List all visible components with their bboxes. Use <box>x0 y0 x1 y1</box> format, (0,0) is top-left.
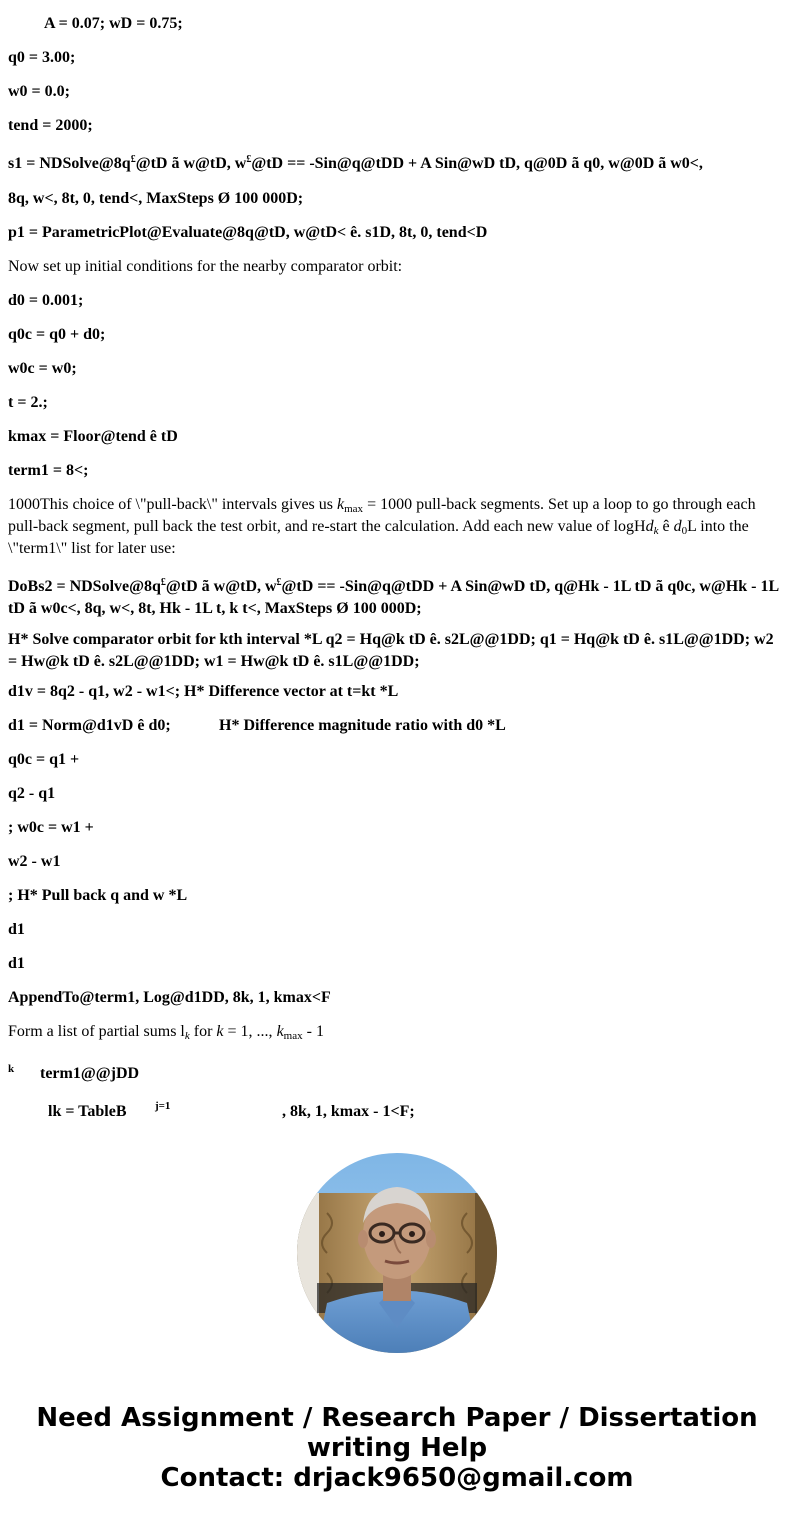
s1-part-b: @tD ã w@tD, w <box>135 155 247 172</box>
ps-text-b: for <box>189 1023 217 1040</box>
line-pullback-comment: ; H* Pull back q and w *L <box>8 887 188 904</box>
partial-sums-intro <box>8 1021 324 1043</box>
footer-line-1: Need Assignment / Research Paper / Dissertation <box>36 1403 758 1433</box>
do-part-b: @tD ã w@tD, w <box>165 578 277 595</box>
formula-lk-table: lk = TableB <box>48 1103 127 1120</box>
author-portrait-icon <box>297 1153 497 1353</box>
s1-sup-1: £ <box>130 154 136 165</box>
do-sup-1: £ <box>160 577 166 588</box>
line-d1-norm: d1 = Norm@d1vD ê d0; <box>8 717 171 734</box>
do-part-c: @tD == -Sin@q@tDD + A Sin@wD tD, q@Hk - 1L tD ã q0c, w@Hk - 1L tD ã w0c<, 8q, w<, 8t, Hk - 1L t, k t<, MaxSteps Ø 100 000D; <box>8 578 779 617</box>
pb-text-a: 1000This choice of \"pull-back\" intervals gives us <box>8 496 337 513</box>
line-q0c: q0c = q0 + d0; <box>8 326 106 343</box>
ps-kmax-k: k <box>276 1023 284 1040</box>
line-kmax: kmax = Floor@tend ê tD <box>8 428 178 445</box>
line-d0: d0 = 0.001; <box>8 292 84 309</box>
line-p1-plot: p1 = ParametricPlot@Evaluate@8q@tD, w@tD< ê. s1D, 8t, 0, tend<D <box>8 224 488 241</box>
line-tend: tend = 2000; <box>8 117 93 134</box>
line-d1v: d1v = 8q2 - q1, w2 - w1<; H* Difference vector at t=kt *L <box>8 683 399 700</box>
pb-k-sub: k <box>653 525 659 537</box>
s1-part-a: s1 = NDSolve@8q <box>8 155 131 172</box>
line-s1-ndsolve <box>8 153 703 175</box>
line-appendto: AppendTo@term1, Log@d1DD, 8k, 1, kmax<F <box>8 989 331 1006</box>
line-w2-w1: w2 - w1 <box>8 853 61 870</box>
do-loop-ndsolve <box>8 576 786 620</box>
ps-text-d: - 1 <box>302 1023 324 1040</box>
formula-k-superscript: k <box>8 1063 15 1075</box>
pb-max: max <box>344 503 364 515</box>
footer-line-2: writing Help <box>306 1433 488 1463</box>
pb-text-b: = 1000 pull-back segments. Set up a loop to go through each pull-back segment, pull back the test orbit, and re-start the calculation. Add each new value of logH <box>8 496 756 535</box>
footer-contact <box>0 1403 794 1493</box>
line-w0: w0 = 0.0; <box>8 83 70 100</box>
line-q2-q1: q2 - q1 <box>8 785 56 802</box>
pb-k: k <box>337 496 345 513</box>
line-s1-args: 8q, w<, 8t, 0, tend<, MaxSteps Ø 100 000D; <box>8 190 304 207</box>
ps-max: max <box>283 1030 303 1042</box>
pullback-explanation <box>8 494 786 560</box>
do-sup-2: £ <box>276 577 282 588</box>
formula-table-range: , 8k, 1, kmax - 1<F; <box>282 1103 415 1120</box>
ps-k-sub: k <box>184 1030 190 1042</box>
line-w0c-update: ; w0c = w1 + <box>8 819 94 836</box>
line-term1: term1 = 8<; <box>8 462 89 479</box>
pb-d0: d <box>673 518 682 535</box>
line-w0c: w0c = w0; <box>8 360 77 377</box>
line-d1-denominator-1: d1 <box>8 921 25 938</box>
ps-text-c: = 1, ..., <box>223 1023 277 1040</box>
formula-term: term1@@jDD <box>40 1065 140 1082</box>
do-part-a: DoBs2 = NDSolve@8q <box>8 578 161 595</box>
line-q0: q0 = 3.00; <box>8 49 76 66</box>
line-t: t = 2.; <box>8 394 48 411</box>
pb-zero-sub: 0 <box>681 525 688 537</box>
pb-text-c: ê <box>658 518 674 535</box>
ps-k: k <box>216 1023 224 1040</box>
line-comparator-intro: Now set up initial conditions for the nearby comparator orbit: <box>8 258 403 275</box>
solve-comparator-comment: H* Solve comparator orbit for kth interval *L q2 = Hq@k tD ê. s2L@@1DD; q1 = Hq@k tD ê. s1L@@1DD; w2 = Hw@k tD ê. s2L@@1DD; w1 = Hw@k tD ê. s1L@@1DD; <box>8 631 774 670</box>
line-d1-comment: H* Difference magnitude ratio with d0 *L <box>219 717 506 734</box>
line-d1-denominator-2: d1 <box>8 955 25 972</box>
s1-sup-2: £ <box>246 154 252 165</box>
ps-text-a: Form a list of partial sums l <box>8 1023 185 1040</box>
formula-sum-lower-limit: j=1 <box>155 1100 171 1112</box>
pb-text-e: L into the \"term1\" list for later use: <box>8 518 749 557</box>
line-a-wd: A = 0.07; wD = 0.75; <box>44 15 183 32</box>
s1-part-c: @tD == -Sin@q@tDD + A Sin@wD tD, q@0D ã q0, w@0D ã w0<, <box>251 155 703 172</box>
pb-d: d <box>645 518 654 535</box>
line-q0c-update: q0c = q1 + <box>8 751 80 768</box>
footer-line-3: Contact: drjack9650@gmail.com <box>160 1463 634 1493</box>
author-avatar <box>297 1153 497 1353</box>
